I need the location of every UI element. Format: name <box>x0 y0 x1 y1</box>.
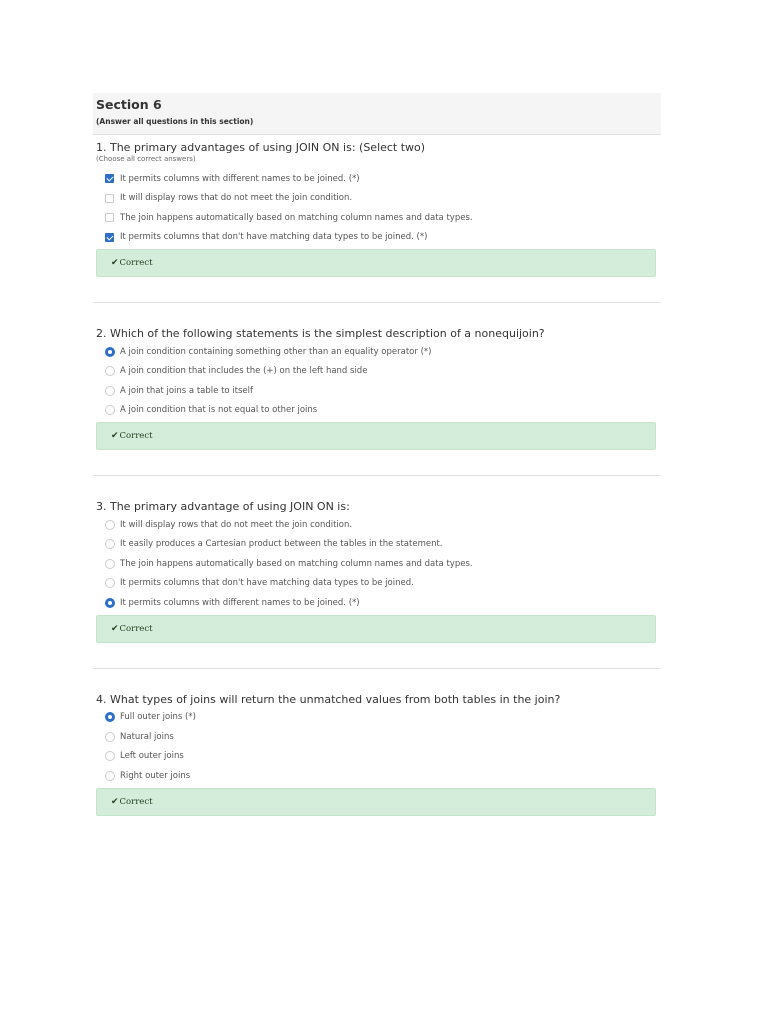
answer-radio[interactable] <box>105 366 115 376</box>
question-list <box>93 141 661 816</box>
question-3 <box>93 500 661 643</box>
feedback-text: Correct <box>119 431 153 441</box>
check-icon: ✔ <box>111 623 119 634</box>
answer-option[interactable] <box>96 189 661 209</box>
answer-option[interactable] <box>96 228 661 248</box>
answer-checkbox[interactable] <box>105 233 114 242</box>
answer-option[interactable] <box>96 727 661 747</box>
answer-option[interactable] <box>96 574 661 594</box>
question-divider <box>93 668 661 669</box>
answer-label: A join condition that includes the (+) on the left hand side <box>120 366 368 377</box>
feedback-correct <box>96 615 656 643</box>
answer-radio[interactable] <box>105 386 115 396</box>
answer-label: It easily produces a Cartesian product between the tables in the statement. <box>120 539 443 550</box>
answer-label: Right outer joins <box>120 770 191 781</box>
answer-radio[interactable] <box>105 559 115 569</box>
answer-label: Left outer joins <box>120 751 184 762</box>
answer-options <box>96 169 661 247</box>
feedback-correct <box>96 422 656 450</box>
answer-label: Full outer joins (*) <box>120 712 196 723</box>
section-instructions: (Answer all questions in this section) <box>96 117 254 126</box>
answer-label: It permits columns with different names to be joined. (*) <box>120 173 360 184</box>
answer-radio[interactable] <box>105 712 115 722</box>
answer-radio[interactable] <box>105 520 115 530</box>
question-hint: (Choose all correct answers) <box>96 155 196 163</box>
answer-option[interactable] <box>96 342 661 362</box>
feedback-correct <box>96 249 656 277</box>
answer-label: The join happens automatically based on matching column names and data types. <box>120 212 473 223</box>
answer-options <box>96 342 661 420</box>
answer-option[interactable] <box>96 554 661 574</box>
answer-label: Natural joins <box>120 731 174 742</box>
section-title: Section 6 <box>96 97 162 112</box>
feedback-text: Correct <box>119 258 153 268</box>
answer-label: It will display rows that do not meet the join condition. <box>120 519 353 530</box>
quiz-section <box>93 93 661 816</box>
question-1 <box>93 141 661 277</box>
answer-label: It permits columns that don't have matching data types to be joined. (*) <box>120 232 428 243</box>
answer-options <box>96 515 661 613</box>
answer-option[interactable] <box>96 208 661 228</box>
answer-option[interactable] <box>96 593 661 613</box>
question-text: 4. What types of joins will return the unmatched values from both tables in the join? <box>96 692 561 706</box>
answer-radio[interactable] <box>105 539 115 549</box>
question-2 <box>93 327 661 450</box>
answer-option[interactable] <box>96 747 661 767</box>
answer-option[interactable] <box>96 169 661 189</box>
answer-option[interactable] <box>96 766 661 786</box>
answer-option[interactable] <box>96 515 661 535</box>
question-text: 2. Which of the following statements is the simplest description of a nonequijoin? <box>96 327 545 340</box>
question-divider <box>93 475 661 476</box>
feedback-correct <box>96 788 656 816</box>
check-icon: ✔ <box>111 258 119 268</box>
answer-option[interactable] <box>96 381 661 401</box>
answer-option[interactable] <box>96 362 661 382</box>
question-text: 1. The primary advantages of using JOIN ON is: (Select two) <box>96 141 426 154</box>
answer-label: It permits columns with different names to be joined. (*) <box>120 597 360 608</box>
answer-option[interactable] <box>96 708 661 728</box>
answer-label: A join condition containing something other than an equality operator (*) <box>120 346 432 357</box>
answer-label: The join happens automatically based on matching column names and data types. <box>120 558 473 569</box>
answer-option[interactable] <box>96 401 661 421</box>
section-header <box>93 93 661 135</box>
answer-radio[interactable] <box>105 598 115 608</box>
answer-label: It will display rows that do not meet the join condition. <box>120 193 353 204</box>
question-divider <box>93 302 661 303</box>
answer-checkbox[interactable] <box>105 194 114 203</box>
answer-radio[interactable] <box>105 751 115 761</box>
answer-label: It permits columns that don't have matching data types to be joined. <box>120 578 414 589</box>
check-icon: ✔ <box>111 796 119 807</box>
answer-options <box>96 708 661 786</box>
answer-radio[interactable] <box>105 347 115 357</box>
answer-label: A join that joins a table to itself <box>120 385 254 396</box>
question-text: 3. The primary advantage of using JOIN ON is: <box>96 500 350 513</box>
answer-label: A join condition that is not equal to other joins <box>120 405 318 416</box>
answer-checkbox[interactable] <box>105 174 114 183</box>
check-icon: ✔ <box>111 431 119 441</box>
answer-option[interactable] <box>96 535 661 555</box>
question-4 <box>93 693 661 816</box>
feedback-text: Correct <box>119 623 153 634</box>
answer-radio[interactable] <box>105 578 115 588</box>
feedback-text: Correct <box>119 796 153 807</box>
answer-radio[interactable] <box>105 405 115 415</box>
answer-checkbox[interactable] <box>105 213 114 222</box>
answer-radio[interactable] <box>105 732 115 742</box>
answer-radio[interactable] <box>105 771 115 781</box>
